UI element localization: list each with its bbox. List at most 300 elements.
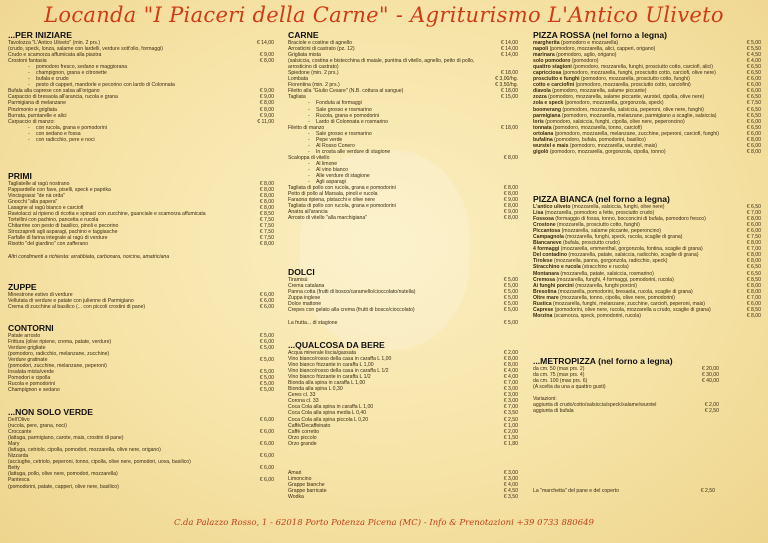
item-description: (pomodoro, mozzarella, melanzane, zucchine, peperoni, carciofi, funghi) — [553, 130, 720, 137]
item-name: Montanara — [533, 270, 559, 277]
item-description: (pomodorini, olive nere, rucola, mozzarella a crudo, scaglie di grana) — [553, 306, 711, 313]
item-price: € 6,50 — [746, 112, 761, 119]
menu-item — [288, 307, 518, 313]
item-description: (pomodoro, bufala, pomodorini, basilico) — [552, 136, 646, 143]
item-price: € 5,00 — [503, 283, 518, 290]
item-price: € 5,00 — [746, 40, 761, 46]
item-price: € 1,00 — [503, 422, 518, 429]
item-description: (pomodoro e mozzarella) — [559, 40, 619, 46]
item-price: € 9,00 — [503, 209, 518, 216]
item-price: € 5,00 — [503, 277, 518, 283]
item-name: Vincisgrassi "de nà orda" — [8, 193, 65, 200]
item-name: Dolce mattone — [288, 301, 322, 308]
item-name: Rucola e pomodorini — [8, 381, 56, 388]
item-name: Burrata, purntarelle e alici — [8, 112, 67, 119]
item-name: Crostone — [533, 222, 556, 229]
item-name: aggiunta di crudo/cotto/salsiccia/speck/salame/wurstel — [533, 402, 657, 409]
item-name: Mary — [8, 441, 20, 448]
item-list — [533, 366, 761, 390]
item-price: € 8,00 — [259, 187, 274, 194]
item-name: da cm. 100 (max prs. 6) — [533, 378, 588, 385]
item-name: (acciughe, cetriolo, peperoni, tonno, cipolla, olive nere, pomodori, uova, basilico) — [8, 459, 191, 466]
item-name: Tavolozza "L'Antico Uliveto" (min. 2 prs.) — [8, 40, 101, 46]
item-name: Insalata mista/verde — [8, 369, 55, 376]
item-name: aggiunta di bufala — [533, 408, 574, 415]
item-name: Panna cotta (frutti di bosco/caramello/cioccolato/nutella) — [288, 289, 416, 296]
section-metropizza — [533, 356, 761, 494]
item-name: Crema catalana — [288, 283, 325, 290]
menu-item — [8, 137, 274, 143]
item-name: solo pomodoro — [533, 58, 571, 65]
section-amari — [288, 470, 518, 500]
item-name: napoli — [533, 46, 549, 53]
item-price: € 8,00 — [259, 100, 274, 107]
item-price: € 8,00 — [746, 258, 761, 265]
item-price: € 5,00 — [503, 289, 518, 296]
section-title: CARNE — [288, 30, 319, 40]
item-price: € 6,00 — [746, 222, 761, 229]
item-name: (A scelta da una a quattro gusti) — [533, 384, 606, 391]
item-description: (bufala, prosciutto crudo) — [561, 240, 620, 247]
item-price: € 3,50/hg. — [495, 82, 518, 89]
item-name: (salsiccia, costina e bistecchina di maiale, puntina di vitello, agnello, petto di pollo, — [288, 58, 475, 65]
item-name: - Fonduta ai formaggi — [288, 100, 362, 106]
item-price: € 8,00 — [259, 241, 274, 248]
item-price: € 6,50 — [746, 270, 761, 277]
item-name: Arrosto di vitello "alla marchigiana" — [288, 215, 368, 222]
item-price: € 8,00 — [746, 136, 761, 143]
item-name: Patate arrosto — [8, 333, 41, 339]
item-price: € 2,50 — [704, 408, 719, 415]
section-contorni — [8, 323, 274, 393]
item-price: € 5,00 — [259, 357, 274, 364]
item-name: - con sedano e fossa — [8, 131, 81, 137]
item-description: (mozzarella, funghi, speck, rucola, scaglie di grana) — [563, 234, 683, 241]
section-primi — [8, 171, 274, 260]
item-description: (pomodoro, salsiccia, funghi, cipolla, olive nere, peperoncino) — [543, 118, 685, 125]
item-price: € 30,00 — [701, 372, 719, 379]
item-name: Bionda alla spina in caraffa L 1,00 — [288, 380, 366, 387]
item-price: € 8,00 — [746, 148, 761, 155]
menu-item — [288, 494, 518, 500]
item-price: € 5,00 — [259, 369, 274, 376]
item-name: Stracchino e rucola — [533, 264, 581, 271]
item-price: € 6,00 — [259, 477, 274, 484]
item-name: diavola — [533, 88, 551, 95]
item-price: € 8,00 — [503, 362, 518, 369]
item-price: € 6,50 — [746, 70, 761, 77]
item-name: L'antico uliveto — [533, 204, 571, 210]
item-list — [288, 40, 518, 221]
item-price: € 3,00 — [503, 386, 518, 393]
item-price: € 8,00 — [259, 205, 274, 212]
item-name: - Al vino bianco — [288, 167, 348, 173]
item-name: zola e speck — [533, 100, 564, 107]
item-name: Rustica — [533, 300, 552, 307]
menu-item — [533, 384, 719, 390]
item-name: Strozzapreti agli asparagi, pachino e taggiasche — [8, 229, 118, 236]
item-price: € 6,50 — [746, 64, 761, 71]
item-name: (lattuga, parmigiano, carote, mais, crostini di pane) — [8, 435, 124, 442]
item-name: Tagliatelle al ragù nostrano — [8, 181, 70, 187]
item-name: Pomodori e cipolla — [8, 375, 51, 382]
item-name: (lattuga, cetriolo, cipolla, pomodori, mozzarella, olive nere, origano) — [8, 447, 161, 454]
item-name: Acqua minerale liscia/gassata — [288, 350, 357, 356]
item-name: Fiorentina (min. 2 prs.) — [288, 82, 340, 89]
item-name: - Pepe verde — [288, 137, 342, 143]
item-name: - Al Rosso Conero — [288, 143, 355, 149]
item-price: € 6,00 — [746, 82, 761, 89]
item-name: cotto e carciofini — [533, 82, 575, 89]
item-description: (mozzarella, panna, gorgonzola, radicchio, speck) — [552, 258, 668, 265]
item-name: bufalina — [533, 136, 553, 143]
item-name: marinara — [533, 52, 555, 59]
item-name: Frittura (olive ripiene, crema, patate, verdure) — [8, 339, 112, 346]
item-price: € 6,00 — [746, 130, 761, 137]
item-name: loris — [533, 118, 544, 125]
item-price: € 8,00 — [746, 288, 761, 295]
item-price: € 6,00 — [746, 142, 761, 149]
section-title: ...QUALCOSA DA BERE — [288, 340, 385, 350]
item-name: Faraona ripiena, pistacchi e olive nere — [288, 197, 375, 204]
item-price: € 8,00 — [259, 58, 274, 65]
item-price: € 6,00 — [259, 304, 274, 311]
item-price: € 8,50 — [259, 211, 274, 218]
item-price: € 8,00 — [259, 106, 274, 113]
section-title: CONTORNI — [8, 323, 54, 333]
item-name: (crudo, speck, lonza, salame con lardelli, verdure sott'olio, formaggi) — [8, 46, 163, 53]
item-description: (stracchino e rucola) — [580, 264, 629, 271]
item-name: - con rucola, grana e pomodorini — [8, 125, 107, 131]
item-price: € 6,00 — [259, 417, 274, 423]
item-name: Ceres cl. 33 — [288, 392, 316, 399]
item-name: Champignon e sedano — [8, 387, 60, 394]
item-price: € 3,00 — [503, 476, 518, 483]
item-name: Grigliata mista — [288, 52, 321, 59]
item-name: Grappe barricate — [288, 488, 327, 495]
item-price: € 8,00 — [503, 203, 518, 210]
item-price: € 3,50 — [503, 410, 518, 417]
item-description: (pomodoro, mozzarella, salame piccante, wurstel, cipolla, olive nere) — [546, 94, 705, 101]
item-name: boomerang — [533, 106, 561, 113]
item-price: € 14,00 — [500, 52, 518, 59]
item-name: - bufala e crudo — [8, 76, 69, 82]
item-price: € 8,00 — [259, 181, 274, 187]
item-name: Tagliata — [288, 94, 306, 101]
item-name: Morzina — [533, 312, 553, 319]
item-name: Vellutata di verdure e patate con julienne di Parmigiano — [8, 298, 134, 305]
item-price: € 7,50 — [259, 235, 274, 242]
item-name: Filetto di manzo — [288, 124, 325, 131]
item-name: - Lardo di Colonnata e rosmarino — [288, 119, 388, 125]
menu-item — [533, 149, 761, 155]
item-price: € 8,00 — [503, 185, 518, 192]
item-price: € 4,50 — [503, 488, 518, 495]
item-list — [8, 40, 274, 143]
item-list — [288, 470, 518, 500]
menu-item — [288, 215, 518, 221]
item-name: (pomodorini, patate, capperi, olive nere, basilico) — [8, 483, 119, 490]
item-name: Chitarrine con pesto di basilico, pinoli e pecorino — [8, 223, 119, 230]
item-price: € 7,50 — [259, 217, 274, 224]
menu-item — [8, 304, 274, 310]
item-name: Bresolina — [533, 288, 557, 295]
item-name: Petto di pollo al Marsala, pinoli e rucola — [288, 191, 378, 198]
item-name: - champignon, grana e citronette — [8, 70, 107, 76]
item-price: € 8,00 — [746, 312, 761, 319]
item-name: Arrosticini di castrato (pz. 12) — [288, 46, 355, 53]
item-price: € 6,00 — [746, 228, 761, 235]
item-price: € 8,00 — [259, 199, 274, 206]
item-price: € 18,00 — [500, 70, 518, 77]
item-description: (mozzarella, patate, salsiccia, radicchio, scaglie di grana) — [567, 252, 699, 259]
item-name: - Sale grosso e rosmarino — [288, 107, 372, 113]
item-name: Vino bianco/rosso della casa in caraffa L 1,00 — [288, 356, 392, 363]
item-description: (mozzarella, funghi, melanzane, zucchine, carciofi, peperoni, mais) — [551, 300, 706, 307]
item-price: € 7,50 — [259, 229, 274, 236]
item-name: Tagliata di pollo con rucola, grana e pomodorini — [288, 185, 396, 192]
section-title: DOLCI — [288, 267, 315, 277]
item-name: Oltre mare — [533, 294, 559, 301]
item-price: € 6,00 — [259, 429, 274, 436]
item-price: € 1,80 — [503, 440, 518, 447]
item-price: € 15,00 — [500, 94, 518, 101]
item-price: € 8,00 — [746, 240, 761, 247]
section-per-iniziare — [8, 30, 274, 143]
item-name: Crostoni fantasia — [8, 58, 47, 65]
menu-item — [533, 313, 761, 319]
item-description: (mozzarella, emmenthal, gorgonzola, fontina, scaglie di grana) — [559, 246, 703, 253]
section-carne — [288, 30, 518, 221]
item-price: € 4,00 — [503, 482, 518, 489]
item-name: Tortellini con pachino, pancetta e rucola — [8, 217, 99, 224]
item-description: (pomodoro, mozzarella, prosciutto cotto, carciofini) — [574, 82, 691, 89]
item-name: parmigiana — [533, 112, 561, 119]
item-price: € 7,50 — [259, 223, 274, 230]
item-price: € 6,00 — [746, 88, 761, 95]
item-description: (mozzarella, salsiccia, funghi, olive nere) — [570, 204, 665, 210]
item-name: Verdure grigliate — [8, 345, 46, 352]
section-pizza-bianca — [533, 194, 761, 319]
item-name: Caprese — [533, 306, 554, 313]
item-name: Campagnola — [533, 234, 564, 241]
item-name: Scaloppa di vitello — [288, 154, 330, 161]
item-name: capricciosa — [533, 70, 562, 77]
section-bere — [288, 340, 518, 447]
item-list — [8, 181, 274, 248]
item-description: (mozzarella, salame piccante, peperoncino) — [560, 228, 662, 235]
item-price: € 5,00 — [259, 375, 274, 382]
section-title: PIZZA BIANCA (nel forno a legna) — [533, 194, 670, 204]
item-name: Verdure gratinate — [8, 357, 48, 364]
item-name: Cremosa — [533, 276, 556, 283]
item-price: € 9,00 — [259, 52, 274, 59]
item-price: € 9,00 — [259, 112, 274, 119]
item-price: € 14,00 — [500, 46, 518, 53]
item-description: (mozzarella, patate, salsiccia, rosmarino) — [559, 270, 654, 277]
item-name: Farfalle di farina integrale al ragù di verdure — [8, 235, 108, 242]
item-price: € 6,00 — [259, 298, 274, 305]
item-price: € 6,50 — [746, 94, 761, 101]
item-price: € 6,00 — [259, 441, 274, 448]
menu-item: La frutta... di stagione € 5,00 — [288, 320, 518, 327]
item-price: € 6,00 — [259, 339, 274, 346]
item-name: Bionda alla spina L 0,30 — [288, 386, 343, 393]
item-price: € 5,00 — [259, 333, 274, 339]
item-price: € 7,00 — [503, 404, 518, 411]
item-price: € 8,00 — [503, 154, 518, 161]
item-name: gigolò — [533, 148, 549, 155]
item-price: € 5,00 — [259, 345, 274, 352]
item-price: € 4,00 — [746, 58, 761, 65]
section-title: PIZZA ROSSA (nel forno a legna) — [533, 30, 668, 40]
item-price: € 4,00 — [503, 374, 518, 381]
menu-item — [8, 387, 274, 393]
item-price: € 18,00 — [500, 124, 518, 131]
item-price: € 8,00 — [746, 252, 761, 259]
item-price: € 7,00 — [746, 294, 761, 301]
item-name: quattro stagioni — [533, 64, 572, 71]
item-price: € 3,00 — [503, 398, 518, 405]
item-list — [533, 402, 761, 414]
item-name: (lattuga, pollo, olive nere, pomodori, mozzarella) — [8, 471, 118, 478]
item-name: (rucola, pere, grana, noci) — [8, 423, 67, 430]
item-price: € 7,00 — [746, 210, 761, 217]
item-price: € 4,50 — [746, 52, 761, 59]
item-description: (pomodoro, mozzarella, tonno, carciofi) — [551, 124, 643, 131]
item-price: € 6,00 — [259, 453, 274, 460]
item-name: - con radicchio, pere e noci — [8, 137, 95, 143]
item-list — [533, 204, 761, 319]
item-price: € 2,00 — [503, 428, 518, 435]
item-name: Raviolacci al ripieno di ricotta e spinaci con zucchine, guanciale e scamorza affumicata — [8, 211, 206, 218]
item-price: € 40,00 — [701, 378, 719, 385]
coperto-item: La "marchetta" del pane e del coperto € 2,50 — [533, 488, 715, 495]
item-name: Biancaneve — [533, 240, 562, 247]
item-name: Grappe bianche — [288, 482, 325, 489]
item-name: Wodka — [288, 494, 304, 501]
item-name: - pesto di capperi, mandorle e pecorino con lardo di Colonnata — [8, 82, 175, 88]
item-price: € 5,00 — [503, 295, 518, 302]
menu-item — [8, 484, 274, 490]
item-price: € 2,00 — [503, 350, 518, 356]
item-name: Orzo grande — [288, 440, 317, 447]
section-title: PRIMI — [8, 171, 32, 181]
item-price: € 6,50 — [746, 204, 761, 210]
item-name: Vino bianco frizzante in caraffa L 1,00 — [288, 362, 374, 369]
item-name: - Alle verdure di stagione — [288, 173, 370, 179]
item-price: € 8,00 — [503, 191, 518, 198]
item-list — [288, 277, 518, 313]
item-name: - Sale grosso e rosmarino — [288, 131, 372, 137]
menu-item — [8, 241, 274, 247]
item-name: tonnata — [533, 124, 552, 131]
item-price: € 3,50 — [503, 494, 518, 501]
item-name: Tagliata di pollo con rucola, grana e pomodorini — [288, 203, 396, 210]
section-zuppe — [8, 282, 274, 310]
item-price: € 5,50 — [746, 46, 761, 53]
item-description: (pomodoro, mozzarella, alici, capperi, origano) — [548, 46, 656, 53]
item-name: da cm. 50 (max prs. 2) — [533, 366, 585, 372]
item-name: prosciutto e funghi — [533, 76, 580, 83]
item-list — [533, 40, 761, 155]
item-price: € 5,00 — [503, 301, 518, 308]
item-name: - pomodoro fresco, sedano e maggiorana — [8, 64, 127, 70]
item-list — [8, 333, 274, 393]
item-name: Anatra all'arancia — [288, 209, 328, 216]
item-name: Minestrone estivo di verdure — [8, 292, 73, 298]
item-price: € 6,00 — [746, 300, 761, 307]
item-name: Filetto alla "Giulio Cesare" (N.B. cottura al sangue) — [288, 88, 404, 95]
item-name: Braciole e costine di agnello — [288, 40, 353, 46]
item-description: (pomodoro, mozzarella, funghi, prosciutto cotto, carciofi, alici) — [571, 64, 713, 71]
item-name: (pomodoro, radicchio, melanzane, zucchine) — [8, 351, 110, 358]
item-name: Lombata — [288, 76, 309, 83]
item-description: (pomodoro) — [570, 58, 599, 65]
item-price: € 3,00 — [503, 470, 518, 476]
item-description: (mozzarella, funghi, 4 formaggi, pomodorini, rucola) — [555, 276, 674, 283]
item-name: wurstel e mais — [533, 142, 569, 149]
item-price: € 8,00 — [503, 215, 518, 222]
item-description: (pomodoro, mozzarella, salame piccante) — [550, 88, 647, 95]
item-name: arrosticino di castrato) — [288, 64, 339, 71]
item-name: Croccante — [8, 429, 32, 436]
item-description: (mozzarella, funghi porcini) — [573, 282, 637, 289]
variazioni-label: Variazioni: — [533, 396, 557, 403]
item-name: Parmigiana di melanzane — [8, 100, 67, 107]
item-price: € 8,00 — [746, 282, 761, 289]
item-name: Orzo piccolo — [288, 434, 317, 441]
item-name: Coca Cola alla spina media L 0,40 — [288, 410, 367, 417]
item-list — [288, 350, 518, 447]
item-name: - Rucola, grana e pomodorini — [288, 113, 379, 119]
section-title: ZUPPE — [8, 282, 37, 292]
item-name: zozza — [533, 94, 547, 101]
item-name: Coca Cola alla spina piccola L 0,20 — [288, 416, 369, 423]
item-price: € 3,00/hg. — [495, 76, 518, 83]
item-description: (pomodoro, mozzarella, gorgonzola, speck) — [563, 100, 664, 107]
item-price: € 18,00 — [500, 88, 518, 95]
item-name: Pappardelle con fave, piselli, speck e paprika — [8, 187, 111, 194]
item-description: (pomodoro, aglio, origano) — [554, 52, 617, 59]
item-name: Tiramisù — [288, 277, 308, 283]
item-price: € 8,50 — [746, 306, 761, 313]
item-price: € 20,00 — [701, 366, 719, 372]
item-description: (pomodoro, mozzarella, salsiccia, peperoni, olive nere, funghi) — [561, 106, 704, 113]
item-name: Piccantosa — [533, 228, 561, 235]
item-name: Lisa — [533, 210, 544, 217]
item-name: Gnocchi "alla papera" — [8, 199, 58, 206]
menu-item — [533, 408, 719, 414]
item-name: Pantesca — [8, 477, 30, 484]
section-pizza-rossa — [533, 30, 761, 155]
item-list — [8, 417, 274, 490]
item-price: € 5,00 — [259, 381, 274, 388]
item-name: Risotto "del giardino" con zafferano — [8, 241, 89, 248]
item-name: da cm. 75 (max prs. 4) — [533, 372, 585, 379]
item-price: € 5,00 — [259, 387, 274, 394]
item-name: - Al limone — [288, 161, 337, 167]
item-price: € 7,50 — [746, 100, 761, 107]
item-price: € 9,00 — [259, 94, 274, 101]
section-title: ...METROPIZZA (nel forno a legna) — [533, 356, 673, 366]
item-price: € 1,50 — [503, 434, 518, 441]
item-price: € 5,00 — [503, 307, 518, 314]
item-name: Ai funghi porcini — [533, 282, 574, 289]
item-name: Fossosa — [533, 216, 554, 223]
item-price: € 8,00 — [746, 216, 761, 223]
item-name: margherita — [533, 40, 560, 46]
